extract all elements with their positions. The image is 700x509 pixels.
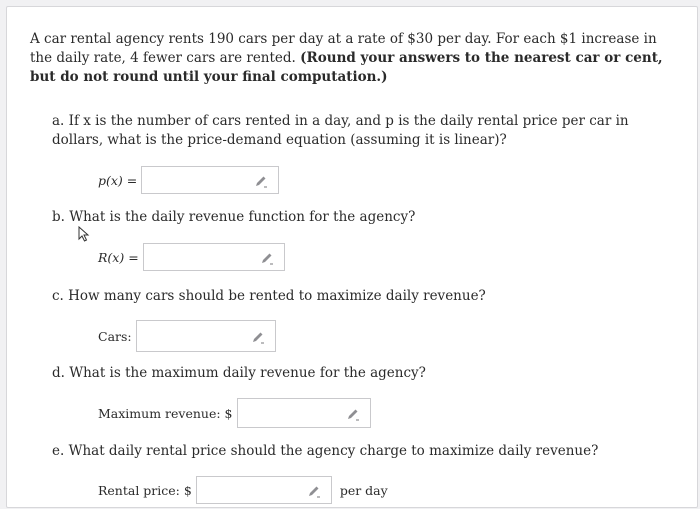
- question-e: e. What daily rental price should the agency charge to maximize daily revenue?: [52, 443, 599, 459]
- answer-input-a[interactable]: [141, 166, 279, 194]
- pencil-icon[interactable]: [346, 407, 360, 421]
- answer-input-b[interactable]: [143, 243, 285, 271]
- question-b: b. What is the daily revenue function for the agency?: [52, 209, 416, 225]
- answer-label-a: p(x) =: [98, 172, 138, 188]
- problem-text: A car rental agency rents 190 cars per day at a rate of $30 per day. For each $1 increase in the daily rate, 4 fewer cars are rented.: [30, 31, 657, 66]
- question-a: a. If x is the number of cars rented in a day, and p is the daily rental price per car in dollars, what is the price-demand equation (assuming it is linear)?: [52, 113, 629, 148]
- answer-row-b: [98, 243, 285, 271]
- answer-row-c: [98, 320, 276, 352]
- answer-input-e[interactable]: [196, 476, 332, 504]
- answer-row-e: [98, 476, 388, 504]
- question-d: d. What is the maximum daily revenue for the agency?: [52, 365, 426, 381]
- answer-label-c: Cars:: [98, 328, 132, 344]
- answer-row-d: [98, 398, 371, 428]
- answer-label-d: Maximum revenue: $: [98, 405, 233, 421]
- answer-input-d[interactable]: [237, 398, 371, 428]
- answer-row-a: [98, 166, 279, 194]
- mouse-cursor-icon: [78, 226, 90, 242]
- pencil-icon[interactable]: [307, 484, 321, 498]
- rounding-instruction: (Round your answers to the nearest car or cent, but do not round until your final computation.): [30, 50, 663, 85]
- pencil-icon[interactable]: [251, 330, 265, 344]
- problem-intro: [30, 30, 670, 87]
- answer-label-b: R(x) =: [98, 249, 139, 265]
- pencil-icon[interactable]: [254, 174, 268, 188]
- per-day-suffix: per day: [339, 482, 388, 498]
- pencil-icon[interactable]: [260, 251, 274, 265]
- answer-label-e: Rental price: $: [98, 482, 192, 498]
- question-c: c. How many cars should be rented to maximize daily revenue?: [52, 288, 486, 304]
- answer-input-c[interactable]: [136, 320, 276, 352]
